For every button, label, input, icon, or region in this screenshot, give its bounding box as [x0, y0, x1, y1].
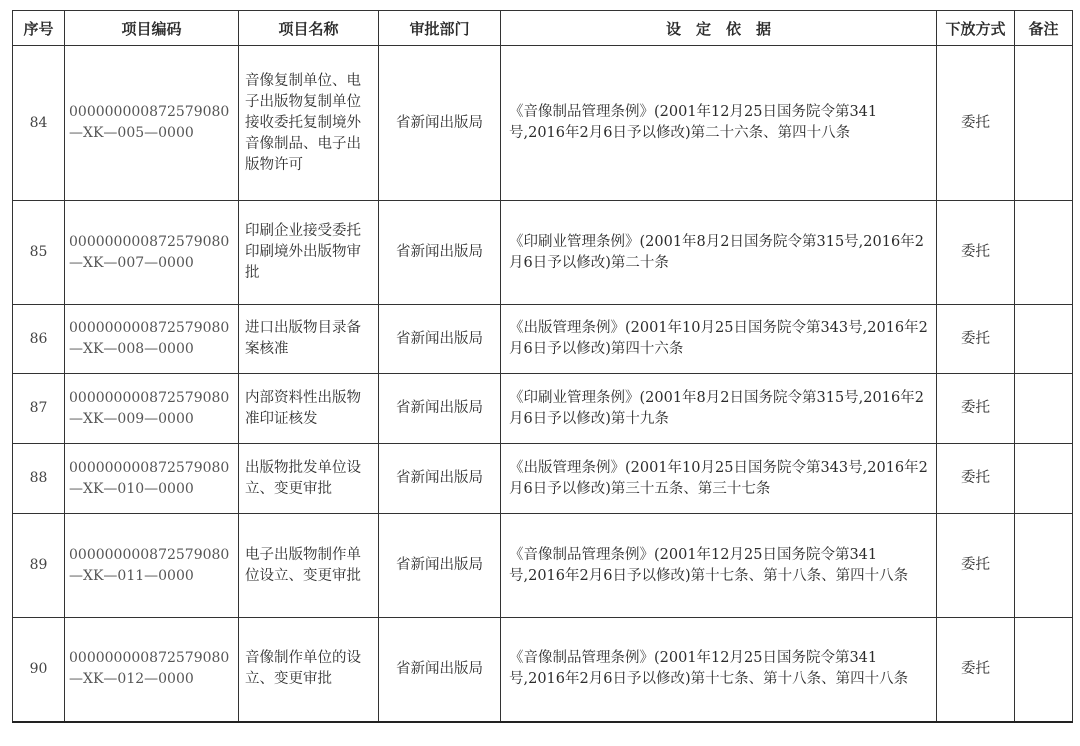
cell-dept: 省新闻出版局: [379, 618, 501, 722]
cell-name: 音像复制单位、电子出版物复制单位接收委托复制境外音像制品、电子出版物许可: [239, 46, 379, 201]
table-row: [13, 305, 1073, 374]
cell-method: 委托: [937, 46, 1015, 201]
cell-note: [1015, 46, 1073, 201]
cell-method: 委托: [937, 444, 1015, 514]
cell-name: 出版物批发单位设立、变更审批: [239, 444, 379, 514]
cell-name: 电子出版物制作单位设立、变更审批: [239, 514, 379, 618]
cell-name: 内部资料性出版物准印证核发: [239, 374, 379, 444]
cell-dept: 省新闻出版局: [379, 201, 501, 305]
cell-note: [1015, 514, 1073, 618]
cell-name: 印刷企业接受委托印刷境外出版物审批: [239, 201, 379, 305]
cell-method: 委托: [937, 305, 1015, 374]
cell-code: 000000000872579080—XK—008—0000: [65, 305, 239, 374]
table-row: [13, 201, 1073, 305]
table-row: [13, 514, 1073, 618]
table-row: [13, 618, 1073, 722]
header-dept: 审批部门: [379, 11, 501, 46]
cell-seq: 89: [13, 514, 65, 618]
cell-seq: 90: [13, 618, 65, 722]
cell-code: 000000000872579080—XK—010—0000: [65, 444, 239, 514]
cell-seq: 87: [13, 374, 65, 444]
cell-method: 委托: [937, 514, 1015, 618]
header-method: 下放方式: [937, 11, 1015, 46]
cell-dept: 省新闻出版局: [379, 514, 501, 618]
cell-code: 000000000872579080—XK—011—0000: [65, 514, 239, 618]
cell-basis: 《出版管理条例》(2001年10月25日国务院令第343号,2016年2月6日予以修改)第三十五条、第三十七条: [501, 444, 937, 514]
cell-method: 委托: [937, 201, 1015, 305]
cell-basis: 《音像制品管理条例》(2001年12月25日国务院令第341号,2016年2月6日予以修改)第十七条、第十八条、第四十八条: [501, 618, 937, 722]
cell-basis: 《音像制品管理条例》(2001年12月25日国务院令第341号,2016年2月6日予以修改)第二十六条、第四十八条: [501, 46, 937, 201]
cell-seq: 84: [13, 46, 65, 201]
cell-basis: 《出版管理条例》(2001年10月25日国务院令第343号,2016年2月6日予以修改)第四十六条: [501, 305, 937, 374]
cell-code: 000000000872579080—XK—007—0000: [65, 201, 239, 305]
cell-basis: 《音像制品管理条例》(2001年12月25日国务院令第341号,2016年2月6日予以修改)第十七条、第十八条、第四十八条: [501, 514, 937, 618]
cell-seq: 88: [13, 444, 65, 514]
approval-items-page: [12, 10, 1072, 723]
cell-dept: 省新闻出版局: [379, 374, 501, 444]
header-seq: 序号: [13, 11, 65, 46]
table-row: [13, 444, 1073, 514]
cell-note: [1015, 305, 1073, 374]
cell-code: 000000000872579080—XK—005—0000: [65, 46, 239, 201]
cell-method: 委托: [937, 374, 1015, 444]
cell-code: 000000000872579080—XK—012—0000: [65, 618, 239, 722]
cell-basis: 《印刷业管理条例》(2001年8月2日国务院令第315号,2016年2月6日予以修改)第十九条: [501, 374, 937, 444]
cell-name: 进口出版物目录备案核准: [239, 305, 379, 374]
header-name: 项目名称: [239, 11, 379, 46]
cell-seq: 86: [13, 305, 65, 374]
cell-name: 音像制作单位的设立、变更审批: [239, 618, 379, 722]
header-basis: 设 定 依 据: [501, 11, 937, 46]
cell-dept: 省新闻出版局: [379, 46, 501, 201]
cell-dept: 省新闻出版局: [379, 444, 501, 514]
cell-dept: 省新闻出版局: [379, 305, 501, 374]
cell-seq: 85: [13, 201, 65, 305]
cell-basis: 《印刷业管理条例》(2001年8月2日国务院令第315号,2016年2月6日予以修改)第二十条: [501, 201, 937, 305]
table-row: [13, 374, 1073, 444]
approval-items-table: [12, 10, 1073, 723]
cell-note: [1015, 618, 1073, 722]
cell-note: [1015, 444, 1073, 514]
table-header-row: [13, 11, 1073, 46]
cell-note: [1015, 201, 1073, 305]
cell-code: 000000000872579080—XK—009—0000: [65, 374, 239, 444]
header-note: 备注: [1015, 11, 1073, 46]
cell-method: 委托: [937, 618, 1015, 722]
table-row: [13, 46, 1073, 201]
header-code: 项目编码: [65, 11, 239, 46]
cell-note: [1015, 374, 1073, 444]
